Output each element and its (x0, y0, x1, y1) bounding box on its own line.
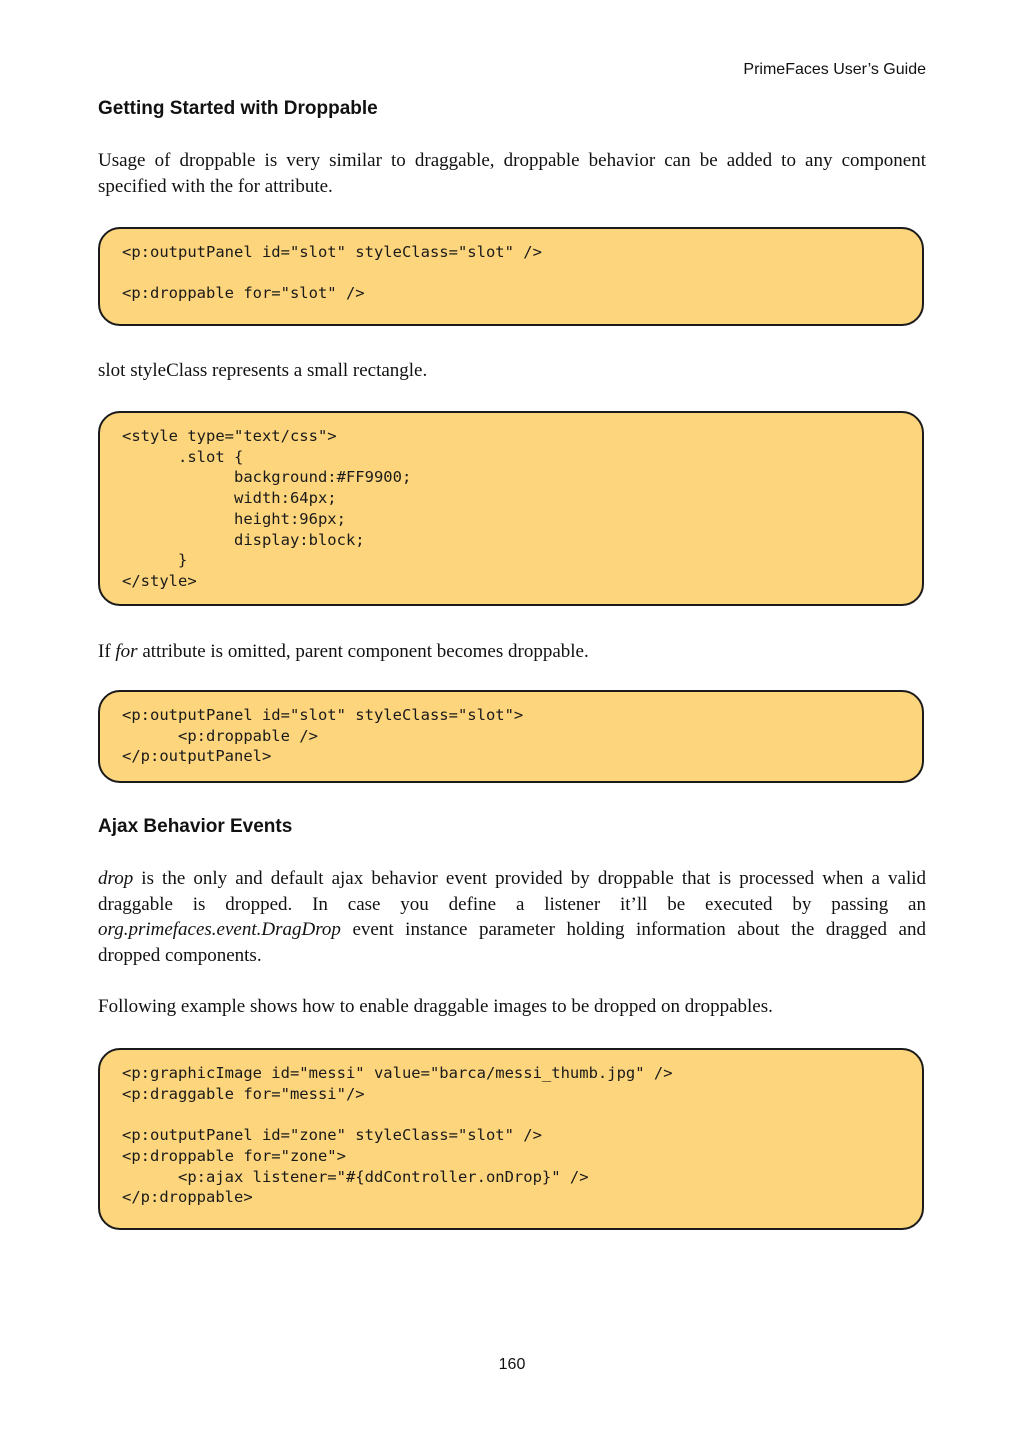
code-block-parent-droppable: <p:outputPanel id="slot" styleClass="slot"> <p:droppable /> </p:outputPanel> (98, 690, 924, 783)
omit-note-suffix: attribute is omitted, parent component becomes droppable. (137, 641, 589, 662)
code-block-slot-css: <style type="text/css"> .slot { background:#FF9900; width:64px; height:96px; display:block; } </style> (98, 411, 924, 606)
drop-text-2: event instance parameter holding information about the dragged and dropped components. (98, 919, 926, 966)
omit-note-emphasis: for (115, 641, 138, 662)
code-block-ajax-example: <p:graphicImage id="messi" value="barca/messi_thumb.jpg" /> <p:draggable for="messi"/> <p:outputPanel id="zone" styleClass="slot" /> <p:droppable for="zone"> <p:ajax listener="#{ddController.onDrop}" /> </p:droppable> (98, 1048, 924, 1230)
code-block-droppable-basic: <p:outputPanel id="slot" styleClass="slot" /> <p:droppable for="slot" /> (98, 227, 924, 326)
omit-note-prefix: If (98, 641, 116, 662)
example-intro-paragraph: Following example shows how to enable draggable images to be dropped on droppables. (98, 996, 773, 1017)
drop-text-1: is the only and default ajax behavior event provided by droppable that is processed when a valid draggable is dropped. In case you define a listener it’ll be executed by passing an (98, 868, 926, 915)
section-heading-getting-started: Getting Started with Droppable (98, 98, 378, 119)
omit-for-paragraph (98, 639, 926, 665)
section-heading-ajax-events: Ajax Behavior Events (98, 816, 293, 837)
drop-event-paragraph (98, 866, 926, 968)
dragdrop-class-term: org.primefaces.event.DragDrop (98, 919, 341, 940)
drop-term: drop (98, 868, 134, 889)
running-header: PrimeFaces User’s Guide (743, 61, 926, 78)
slot-note-paragraph: slot styleClass represents a small rectangle. (98, 360, 428, 381)
intro-paragraph: Usage of droppable is very similar to draggable, droppable behavior can be added to any component specified with the for attribute. (98, 150, 926, 197)
page-number: 160 (498, 1356, 526, 1373)
